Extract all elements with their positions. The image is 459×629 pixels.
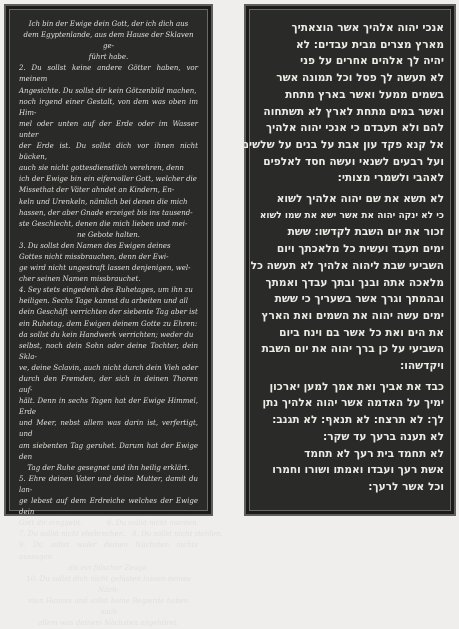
text-line: להם ולא תעבדם כי אנכי יהוה אלהיך: [265, 122, 444, 135]
text-line: ich der Ewige bin ein eifervoller Gott, welcher die: [19, 175, 197, 184]
commandment-2-german: [19, 63, 198, 241]
text-line: am siebenten Tag geruhet. Darum hat der Ewige den: [19, 441, 198, 461]
text-line: selbst, noch dein Sohn oder deine Tochter, dein Skla-: [19, 341, 198, 361]
text-line: ein Ruhetag, dem Ewigen deinem Gotte zu Ehren:: [19, 319, 198, 328]
text-line: לא תענה ברעך עד שקר:: [323, 430, 444, 443]
text-line: לא תעשה לך פסל וכל תמונה אשר: [276, 72, 444, 85]
text-line: allem was deinem Nächsten angehöret.: [38, 619, 179, 628]
text-line: השביעי על כן ברך יהוה את יום השבת: [261, 343, 444, 356]
text-line: יהיה לך אלהים אחרים על פני: [300, 55, 444, 68]
text-line: hassen, der aber Gnade erzeiget bis ins tausend-: [19, 208, 193, 217]
text-line: dein Geschäft verrichten der siebente Tag aber ist: [19, 308, 198, 317]
text-line: 2. Du sollst keine andere Götter haben, vor meinem: [19, 64, 198, 84]
text-line: Missethat der Väter ahndet an Kindern, En-: [19, 186, 175, 195]
hebrew-block-1: [241, 20, 444, 187]
text-line: ועל רבעים לשנאי ועשה חסד לאלפים: [263, 155, 444, 168]
text-line: כי לא ינקה יהוה את אשר ישא את שמו לשוא: [259, 210, 444, 221]
text-line: לא תשא את שם יהוה אלהיך לשוא: [276, 193, 444, 206]
text-line: לאהבי ולשמרי מצותי:: [337, 172, 444, 185]
text-line: auch sie nicht gottesdienstlich verehren, denn: [19, 164, 184, 173]
text-line: ve, deine Sclavin, auch nicht durch dein Vieh oder: [19, 363, 198, 372]
text-line: מלאכה אתה ובנך ובתך עבדך ואמתך: [265, 276, 444, 289]
text-line: את הים ואת כל אשר בם וינח ביום: [279, 326, 444, 339]
text-line: ge wird nicht ungestraft lassen denjenigen, wel-: [19, 264, 191, 273]
text-line: אנכי יהוה אלהיך אשר הוצאתיך: [291, 22, 444, 34]
text-line: 9. Du sollst wider deinen Nächsten nichts aussagen: [19, 541, 198, 561]
hebrew-block-2: [250, 191, 444, 375]
hebrew-tablet: [241, 4, 456, 516]
text-line: 3. Du sollst den Namen des Ewigen deines: [19, 241, 171, 250]
german-commandments-text: [19, 19, 223, 629]
text-line: Tag der Ruhe gesegnet und ihn heilig erklärt.: [27, 463, 190, 472]
text-line: ימים עשה יהוה את השמים ואת הארץ: [261, 309, 444, 322]
german-tablet: [4, 4, 223, 628]
text-line: mel oder unten auf der Erde oder im Wasser unter: [19, 119, 198, 139]
text-line: durch den Fremden, der sich in deinen Thoren auf-: [19, 375, 198, 395]
text-line: keln und Urenkeln, nämlich bei denen die mich: [19, 197, 188, 206]
text-line: Angesichte. Du sollst dir kein Götzenbild machen,: [19, 86, 197, 95]
text-line: 10. Du sollst dich nicht gelüsten lassen deines Näch-: [26, 574, 191, 594]
text-line: ימיך על האדמה אשר יהוה אלהיך נתן: [262, 397, 444, 410]
text-line: השביעי שבת ליהוה אלהיך לא תעשה כל: [250, 259, 444, 272]
commandments-5-9-german: [19, 474, 223, 574]
text-line: 4. Sey stets eingedenk des Ruhetages, um ihn zu: [19, 286, 193, 295]
commandment-3-german: [19, 241, 198, 285]
text-line: ואשר במים מתחת לארץ לא תשתחוה: [263, 105, 444, 118]
text-line: dem Egyptenlande, aus dem Hause der Sklaven ge-: [23, 31, 194, 51]
text-line: und Meer, nebst allem was darin ist, verfertigt, und: [19, 419, 198, 439]
text-line: ne Gebote halten.: [76, 230, 141, 239]
text-line: Gott dir einggebt. 6. Du sollst nicht morden.: [19, 519, 199, 528]
text-line: als ein falscher Zeuge.: [68, 563, 149, 572]
text-line: cher seinen Namen missbrauchet.: [19, 275, 141, 284]
text-line: וכל אשר לרעך:: [368, 480, 444, 493]
text-line: hält. Denn in sechs Tagen hat der Ewige Himmel, Erde: [19, 397, 198, 417]
text-line: זכור את יום השבת לקדשו: ששת: [287, 226, 444, 239]
text-line: Gottes nicht missbrauchen, denn der Ewi-: [19, 252, 169, 261]
text-line: ויקדשהו:: [400, 360, 444, 373]
text-line: der Erde ist. Du sollst dich vor ihnen nicht bücken,: [19, 142, 198, 162]
text-line: אל קנא פקד עון אבת על בנים על שלשים: [241, 138, 444, 151]
text-line: אשת רעך ועבדו ואמתו ושורו וחמרו: [272, 464, 444, 477]
text-line: sten Hauses und sollst keine Begierde haben nach: [28, 596, 189, 616]
commandment-10-german: [19, 574, 198, 629]
text-line: ste Geschlecht, denen die mich lieben und mei-: [19, 219, 188, 228]
text-line: heiligen. Sechs Tage kannst du arbeiten und all: [19, 297, 189, 306]
text-line: כבד את אביך ואת אמך למען יארכון: [269, 380, 444, 393]
commandment-1-german: [19, 19, 198, 63]
text-line: führt habe.: [88, 53, 129, 62]
hebrew-commandments-text: [241, 20, 444, 496]
text-line: 5. Ehre deinen Vater und deine Mutter, damit du lan-: [19, 474, 198, 494]
text-line: noch irgend einer Gestalt, von dem was oben im Him-: [19, 97, 198, 117]
text-line: בשמים ממעל ואשר בארץ מתחת: [285, 88, 444, 101]
text-line: Ich bin der Ewige dein Gott, der ich dich aus: [28, 20, 189, 28]
text-line: ובהמתך וגרך אשר בשעריך כי ששת: [274, 293, 444, 306]
text-line: מארץ מצרים מבית עבדים: לא: [295, 38, 444, 51]
text-line: לך: לא תרצח: לא תנאף: לא תגנב:: [272, 414, 444, 427]
commandment-4-german: [19, 285, 198, 474]
text-line: ימים תעבד ועשית כל מלאכתך ויום: [276, 243, 444, 256]
text-line: ge lebest auf dem Erdreiche welches der Ewige dein: [19, 497, 198, 517]
text-line: לא תחמד בית רעך לא תחמד: [304, 447, 444, 460]
text-line: 7. Du sollst nicht ehebrechen. 8. Du sollst nicht stehlen.: [19, 530, 223, 539]
text-line: da sollst du kein Handwerk verrichten; weder du: [19, 330, 194, 339]
hebrew-block-3: [256, 379, 444, 496]
